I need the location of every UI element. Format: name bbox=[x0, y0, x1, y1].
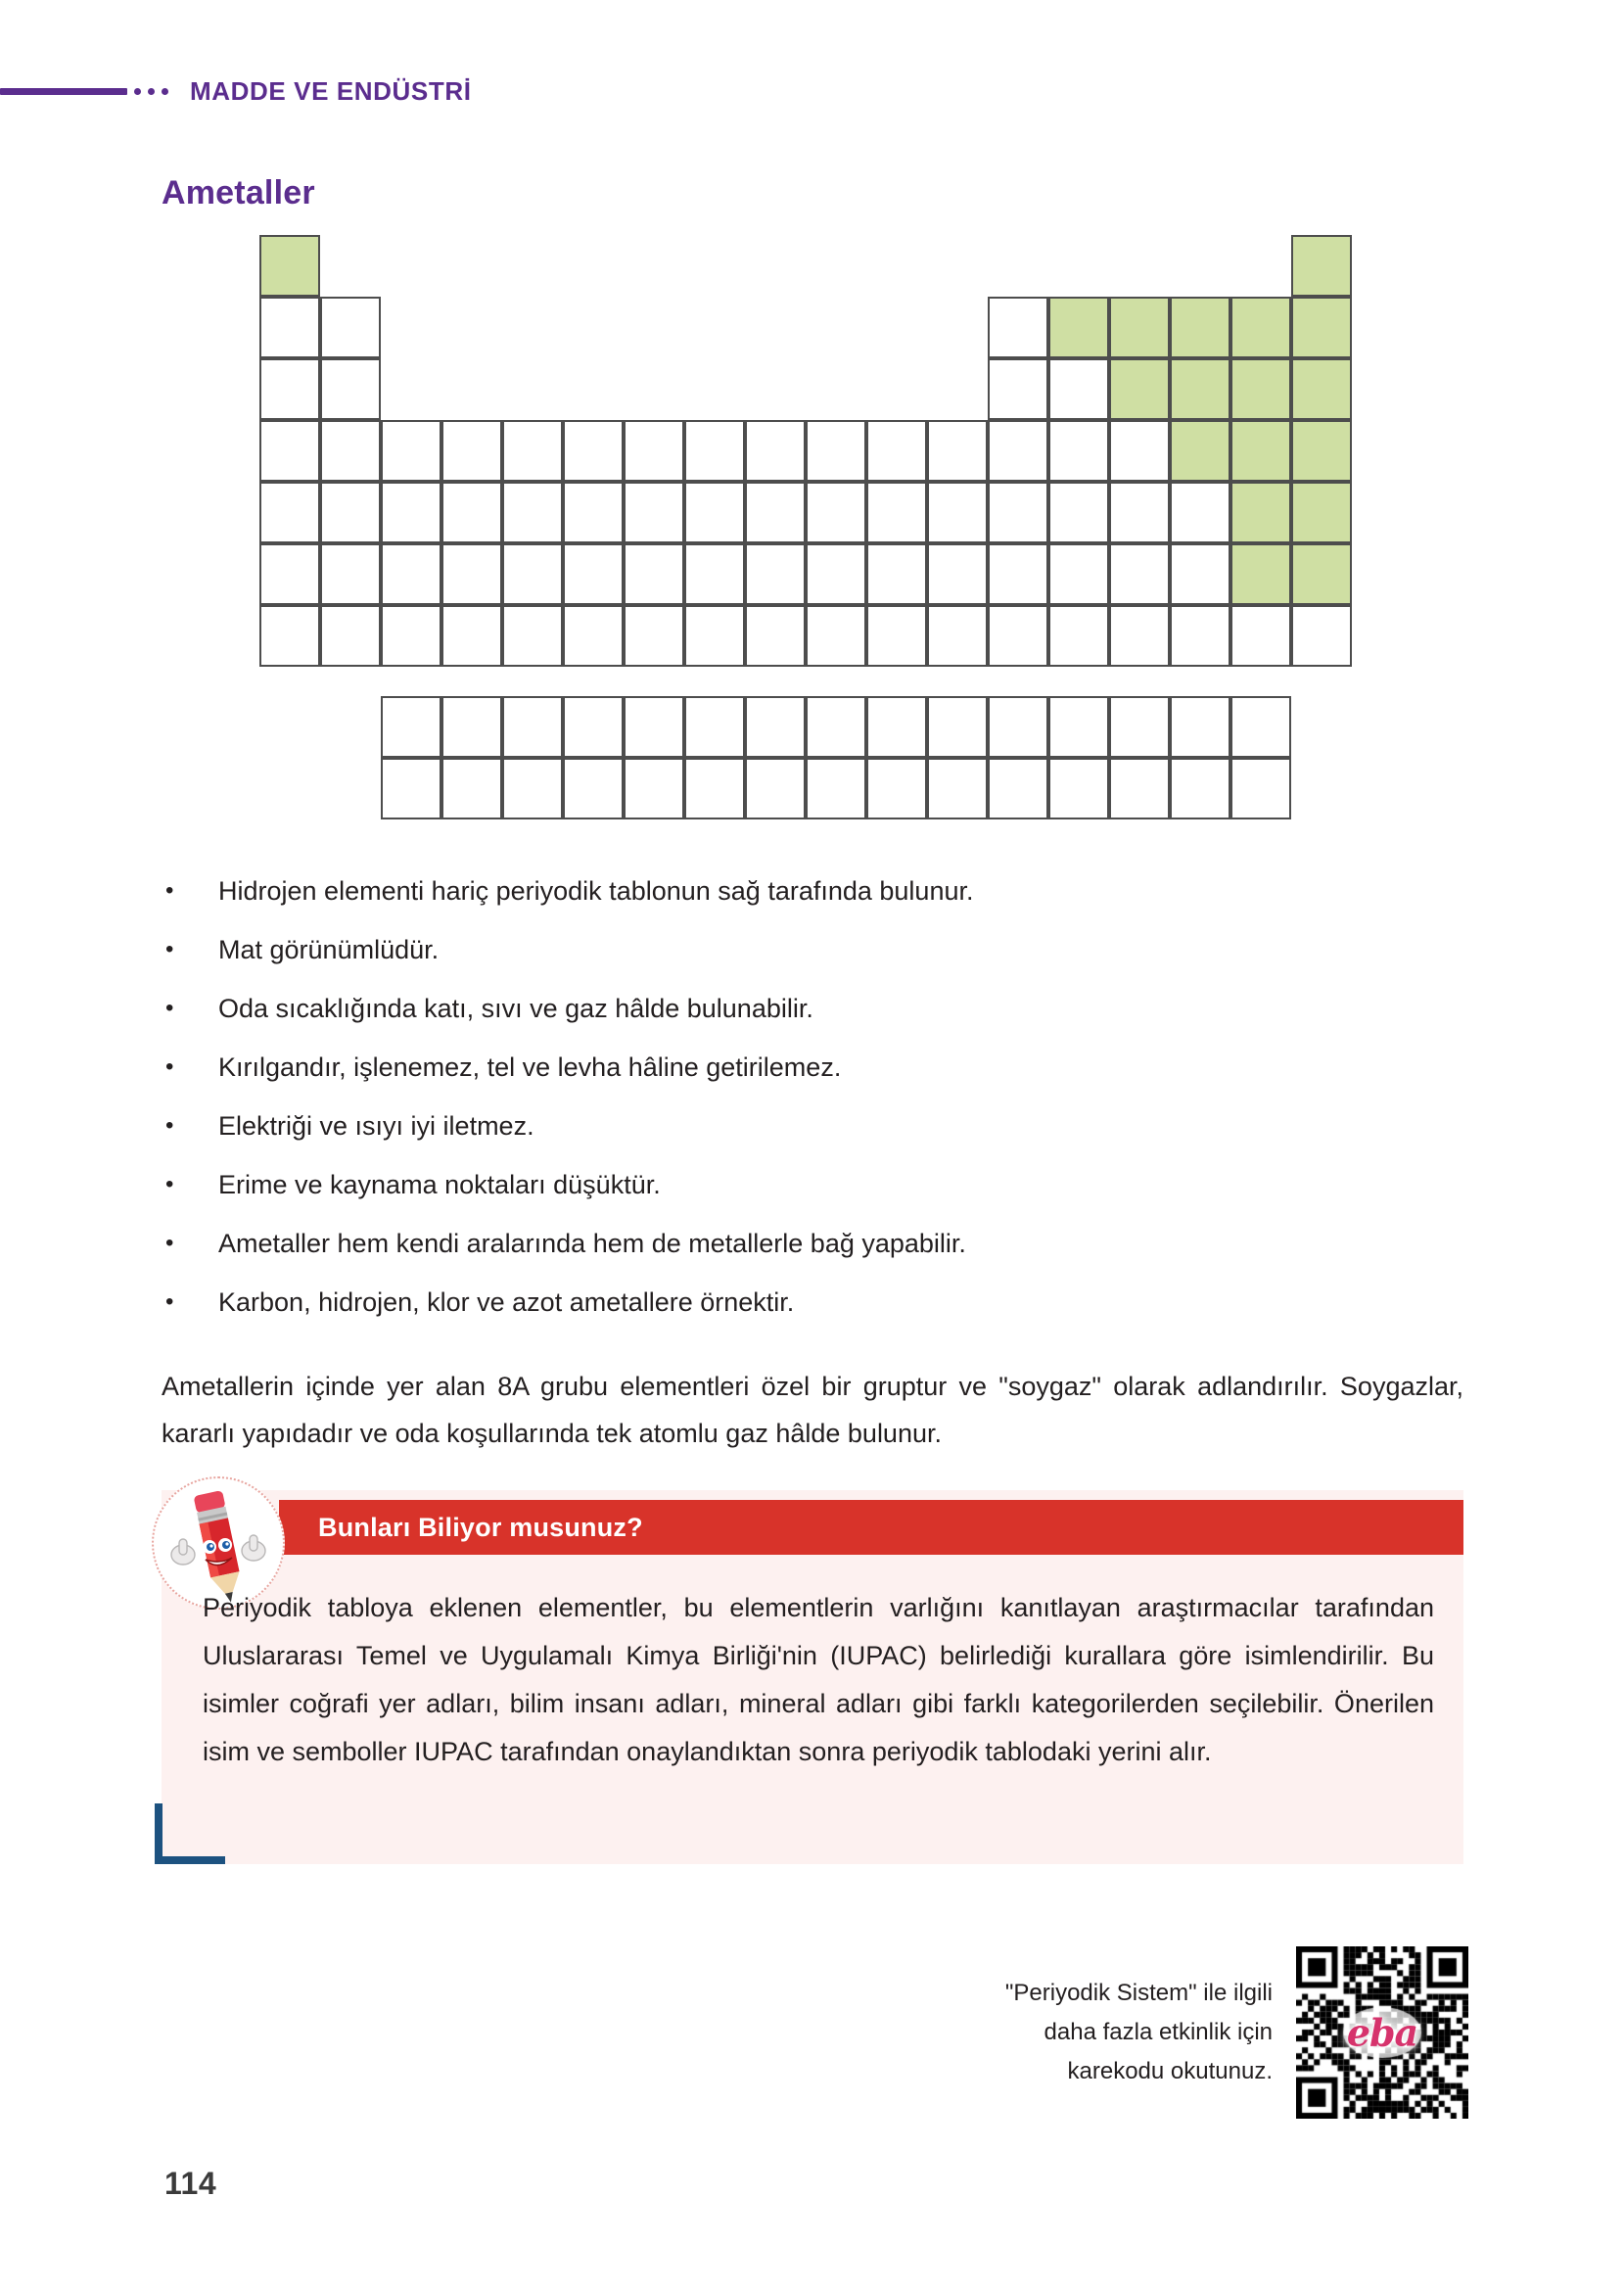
did-you-know-body: Periyodik tabloya eklenen elementler, bu elementlerin varlığını kanıtlayan araştırmacılar tarafından Uluslararası Temel ve Uygulamalı Kimya Birliği'nin (IUPAC) belirlediği kurallara göre isimlendirilir. Bu isimler coğrafi yer adları, bilim insanı adları, mineral adları gibi farklı kategorilerden seçilebilir. Önerilen isim ve semboller IUPAC tarafından onaylandıktan sonra periyodik tablodaki yerini alır. bbox=[203, 1593, 1434, 1766]
periodic-table-cell bbox=[1109, 758, 1170, 819]
periodic-table-cell bbox=[1230, 482, 1291, 543]
periodic-table-cell bbox=[745, 543, 806, 605]
periodic-table-cell bbox=[745, 482, 806, 543]
running-header bbox=[0, 76, 472, 107]
periodic-table-cell bbox=[259, 235, 320, 297]
periodic-table-cell bbox=[1109, 543, 1170, 605]
periodic-table-cell bbox=[1291, 420, 1352, 482]
periodic-table-cell bbox=[927, 420, 988, 482]
periodic-table-cell bbox=[1170, 297, 1230, 358]
periodic-table-cell bbox=[927, 543, 988, 605]
periodic-table-cell bbox=[441, 482, 502, 543]
list-item: • Hidrojen elementi hariç periyodik tablonun sağ tarafında bulunur. bbox=[162, 862, 1463, 920]
periodic-table-cell bbox=[563, 420, 624, 482]
periodic-table-cell bbox=[320, 605, 381, 667]
periodic-table-cell bbox=[1230, 358, 1291, 420]
periodic-table-cell bbox=[320, 420, 381, 482]
periodic-table-cell bbox=[1291, 543, 1352, 605]
periodic-table-cell bbox=[988, 420, 1048, 482]
periodic-table-cell bbox=[502, 482, 563, 543]
periodic-table-cell bbox=[1291, 482, 1352, 543]
noble-gas-paragraph: Ametallerin içinde yer alan 8A grubu elementleri özel bir gruptur ve "soygaz" olarak adlandırılır. Soygazlar, kararlı yapıdadır ve oda koşullarında tek atomlu gaz hâlde bulunur. bbox=[162, 1372, 1463, 1448]
periodic-table-cell bbox=[563, 605, 624, 667]
periodic-table-cell bbox=[1291, 297, 1352, 358]
periodic-table-cell bbox=[988, 358, 1048, 420]
periodic-table-cell bbox=[381, 696, 441, 758]
periodic-table-cell bbox=[1048, 758, 1109, 819]
periodic-table-cell bbox=[1109, 297, 1170, 358]
periodic-table-cell bbox=[259, 543, 320, 605]
periodic-table-grid bbox=[259, 235, 1366, 783]
did-you-know-banner bbox=[279, 1500, 1463, 1555]
qr-text-line-2: daha fazla etkinlik için bbox=[1044, 2019, 1273, 2045]
periodic-table-cell bbox=[927, 758, 988, 819]
periodic-table-figure bbox=[0, 235, 1624, 818]
periodic-table-cell bbox=[502, 420, 563, 482]
periodic-table-cell bbox=[806, 758, 866, 819]
list-item: • Karbon, hidrojen, klor ve azot ametallere örnektir. bbox=[162, 1273, 1463, 1332]
periodic-table-cell bbox=[259, 297, 320, 358]
periodic-table-cell bbox=[866, 482, 927, 543]
periodic-table-cell bbox=[1109, 358, 1170, 420]
periodic-table-cell bbox=[320, 543, 381, 605]
periodic-table-cell bbox=[1109, 420, 1170, 482]
periodic-table-cell bbox=[745, 605, 806, 667]
qr-text-line-1: "Periyodik Sistem" ile ilgili bbox=[1004, 1980, 1273, 2006]
periodic-table-cell bbox=[806, 696, 866, 758]
periodic-table-cell bbox=[988, 605, 1048, 667]
periodic-table-cell bbox=[1291, 235, 1352, 297]
periodic-table-cell bbox=[1291, 605, 1352, 667]
periodic-table-cell bbox=[624, 758, 684, 819]
corner-bracket bbox=[155, 1803, 225, 1864]
periodic-table-cell bbox=[684, 758, 745, 819]
periodic-table-cell bbox=[259, 420, 320, 482]
periodic-table-cell bbox=[441, 696, 502, 758]
did-you-know-title: Bunları Biliyor musunuz? bbox=[318, 1512, 643, 1542]
periodic-table-cell bbox=[502, 696, 563, 758]
periodic-table-cell bbox=[624, 420, 684, 482]
periodic-table-cell bbox=[988, 543, 1048, 605]
periodic-table-cell bbox=[320, 358, 381, 420]
periodic-table-cell bbox=[441, 758, 502, 819]
list-item: • Kırılgandır, işlenemez, tel ve levha hâline getirilemez. bbox=[162, 1038, 1463, 1097]
periodic-table-cell bbox=[1048, 482, 1109, 543]
periodic-table-cell bbox=[1170, 543, 1230, 605]
periodic-table-cell bbox=[1230, 420, 1291, 482]
periodic-table-cell bbox=[1230, 696, 1291, 758]
list-item: • Oda sıcaklığında katı, sıvı ve gaz hâlde bulunabilir. bbox=[162, 979, 1463, 1038]
periodic-table-cell bbox=[1170, 758, 1230, 819]
periodic-table-cell bbox=[563, 482, 624, 543]
periodic-table-cell bbox=[1109, 696, 1170, 758]
periodic-table-cell bbox=[745, 758, 806, 819]
periodic-table-cell bbox=[684, 543, 745, 605]
periodic-table-cell bbox=[381, 605, 441, 667]
periodic-table-cell bbox=[1048, 696, 1109, 758]
periodic-table-cell bbox=[806, 605, 866, 667]
periodic-table-cell bbox=[684, 420, 745, 482]
periodic-table-cell bbox=[866, 696, 927, 758]
periodic-table-cell bbox=[927, 482, 988, 543]
periodic-table-cell bbox=[745, 696, 806, 758]
periodic-table-cell bbox=[866, 605, 927, 667]
periodic-table-cell bbox=[320, 297, 381, 358]
periodic-table-cell bbox=[684, 482, 745, 543]
periodic-table-cell bbox=[441, 543, 502, 605]
list-item: • Ametaller hem kendi aralarında hem de metallerle bağ yapabilir. bbox=[162, 1214, 1463, 1273]
periodic-table-cell bbox=[1230, 297, 1291, 358]
periodic-table-cell bbox=[624, 543, 684, 605]
periodic-table-cell bbox=[684, 605, 745, 667]
periodic-table-cell bbox=[684, 696, 745, 758]
periodic-table-cell bbox=[259, 482, 320, 543]
periodic-table-cell bbox=[1291, 358, 1352, 420]
periodic-table-cell bbox=[1170, 605, 1230, 667]
periodic-table-cell bbox=[1048, 297, 1109, 358]
periodic-table-cell bbox=[381, 543, 441, 605]
periodic-table-cell bbox=[1230, 758, 1291, 819]
periodic-table-cell bbox=[1230, 605, 1291, 667]
periodic-table-cell bbox=[259, 358, 320, 420]
periodic-table-cell bbox=[1170, 696, 1230, 758]
page-title: Ametaller bbox=[162, 173, 315, 211]
periodic-table-cell bbox=[927, 696, 988, 758]
periodic-table-cell bbox=[624, 482, 684, 543]
periodic-table-cell bbox=[624, 696, 684, 758]
periodic-table-cell bbox=[866, 543, 927, 605]
periodic-table-cell bbox=[502, 543, 563, 605]
periodic-table-cell bbox=[806, 482, 866, 543]
periodic-table-cell bbox=[1048, 420, 1109, 482]
qr-callout bbox=[940, 1946, 1468, 2119]
periodic-table-cell bbox=[563, 543, 624, 605]
properties-bullet-list bbox=[162, 862, 1463, 1332]
periodic-table-cell bbox=[866, 420, 927, 482]
periodic-table-cell bbox=[927, 605, 988, 667]
periodic-table-cell bbox=[1230, 543, 1291, 605]
periodic-table-cell bbox=[381, 482, 441, 543]
list-item: • Mat görünümlüdür. bbox=[162, 920, 1463, 979]
periodic-table-cell bbox=[563, 696, 624, 758]
qr-instruction-text bbox=[1005, 1974, 1273, 2091]
periodic-table-cell bbox=[1048, 358, 1109, 420]
header-title: MADDE VE ENDÜSTRİ bbox=[190, 76, 472, 106]
periodic-table-cell bbox=[1109, 605, 1170, 667]
periodic-table-cell bbox=[381, 758, 441, 819]
periodic-table-cell bbox=[988, 482, 1048, 543]
list-item: • Erime ve kaynama noktaları düşüktür. bbox=[162, 1155, 1463, 1214]
periodic-table-cell bbox=[502, 605, 563, 667]
periodic-table-cell bbox=[1170, 482, 1230, 543]
eba-logo: eba bbox=[1346, 2010, 1418, 2055]
periodic-table-cell bbox=[563, 758, 624, 819]
periodic-table-cell bbox=[745, 420, 806, 482]
periodic-table-cell bbox=[866, 758, 927, 819]
periodic-table-cell bbox=[441, 420, 502, 482]
periodic-table-cell bbox=[988, 297, 1048, 358]
periodic-table-cell bbox=[320, 482, 381, 543]
list-item: • Elektriği ve ısıyı iyi iletmez. bbox=[162, 1097, 1463, 1155]
periodic-table-cell bbox=[381, 420, 441, 482]
periodic-table-cell bbox=[1170, 420, 1230, 482]
periodic-table-cell bbox=[988, 758, 1048, 819]
periodic-table-cell bbox=[806, 420, 866, 482]
periodic-table-cell bbox=[1048, 543, 1109, 605]
page-number: 114 bbox=[164, 2166, 217, 2201]
periodic-table-cell bbox=[1170, 358, 1230, 420]
periodic-table-cell bbox=[806, 543, 866, 605]
periodic-table-cell bbox=[1048, 605, 1109, 667]
periodic-table-cell bbox=[502, 758, 563, 819]
qr-text-line-3: karekodu okutunuz. bbox=[1067, 2058, 1273, 2084]
periodic-table-cell bbox=[988, 696, 1048, 758]
periodic-table-cell bbox=[441, 605, 502, 667]
header-dots-icon bbox=[134, 88, 168, 95]
periodic-table-cell bbox=[624, 605, 684, 667]
header-rule bbox=[0, 88, 127, 95]
periodic-table-cell bbox=[259, 605, 320, 667]
periodic-table-cell bbox=[1109, 482, 1170, 543]
qr-code-icon[interactable] bbox=[1296, 1946, 1468, 2119]
